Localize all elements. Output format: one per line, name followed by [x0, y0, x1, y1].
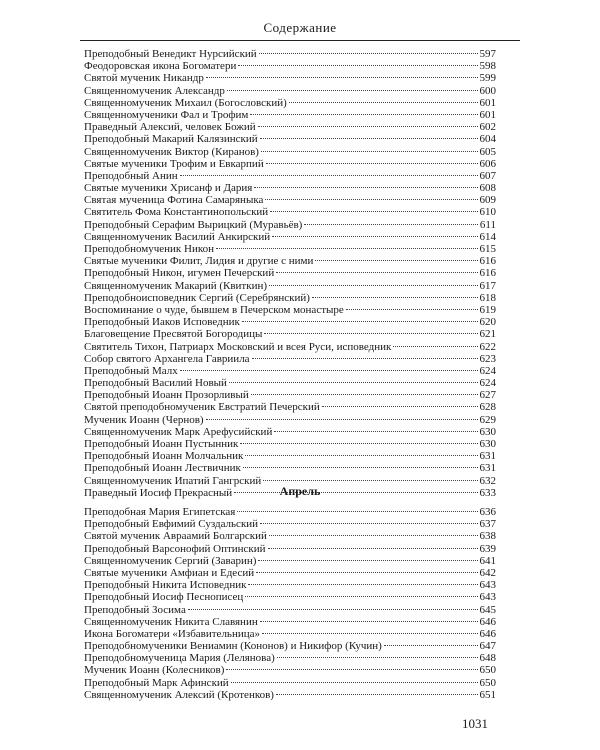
toc-entry	[84, 316, 496, 328]
toc-entry-title: Преподобный Никон, игумен Печерский	[84, 267, 275, 280]
toc-entry	[84, 438, 496, 450]
toc-entry-page: 651	[479, 688, 496, 701]
dot-leader	[227, 90, 478, 91]
dot-leader	[312, 297, 478, 298]
toc-entry	[84, 616, 496, 628]
toc-entry	[84, 365, 496, 377]
toc-entry	[84, 414, 496, 426]
toc-entry	[84, 72, 496, 84]
toc-entry-page: 599	[479, 72, 496, 85]
toc-entry	[84, 109, 496, 121]
toc-entry	[84, 377, 496, 389]
dot-leader	[261, 151, 478, 152]
toc-entry	[84, 530, 496, 542]
toc-entry-title: Преподобный Зосима	[84, 603, 186, 616]
toc-entry-title: Преподобномученики Вениамин (Кононов) и Никифор (Кучин)	[84, 640, 382, 653]
dot-leader	[393, 346, 477, 347]
toc-list-march	[84, 48, 496, 499]
toc-entry-page: 621	[479, 328, 496, 341]
dot-leader	[260, 523, 477, 524]
dot-leader	[264, 333, 477, 334]
toc-entry-page: 623	[479, 352, 496, 365]
toc-entry	[84, 133, 496, 145]
toc-entry	[84, 628, 496, 640]
toc-entry-page: 601	[479, 108, 496, 121]
dot-leader	[276, 694, 478, 695]
dot-leader	[180, 175, 478, 176]
toc-entry-page: 628	[479, 401, 496, 414]
toc-entry-page: 643	[479, 579, 496, 592]
toc-entry-title: Святой преподобномученик Евстратий Печерский	[84, 401, 320, 414]
toc-entry-title: Преподобный Иоанн Молчальник	[84, 450, 244, 463]
toc-entry-title: Святая мученица Фотина Самаряныка	[84, 194, 264, 207]
dot-leader	[270, 211, 477, 212]
toc-entry-title: Преподобный Серафим Вырицкий (Муравьёв)	[84, 218, 303, 231]
toc-entry-title: Праведный Алексий, человек Божий	[84, 121, 256, 134]
toc-entry-page: 615	[479, 243, 496, 255]
toc-entry	[84, 640, 496, 652]
dot-leader	[258, 560, 477, 561]
toc-entry	[84, 280, 496, 292]
page-header-title: Содержание	[263, 20, 337, 35]
toc-entry	[84, 304, 496, 316]
dot-leader	[231, 682, 478, 683]
toc-entry	[84, 689, 496, 701]
toc-entry	[84, 60, 496, 72]
toc-entry	[84, 243, 496, 255]
dot-leader	[242, 321, 478, 322]
dot-leader	[276, 272, 477, 273]
dot-leader	[274, 431, 477, 432]
dot-leader	[188, 609, 478, 610]
toc-entry	[84, 231, 496, 243]
toc-entry	[84, 567, 496, 579]
toc-entry	[84, 353, 496, 365]
toc-entry-page: 631	[479, 462, 496, 475]
toc-entry	[84, 664, 496, 676]
toc-entry-title: Святой мученик Авраамий Болгарский	[84, 530, 267, 543]
dot-leader	[384, 645, 478, 646]
toc-entry	[84, 579, 496, 591]
toc-entry-title: Преподобный Макарий Калязинский	[84, 133, 258, 146]
toc-entry-page: 637	[479, 518, 496, 531]
toc-entry	[84, 48, 496, 60]
dot-leader	[269, 535, 478, 536]
toc-entry-page: 604	[479, 133, 496, 146]
toc-entry-title: Преподобноисповедник Сергий (Серебрянский)	[84, 291, 310, 304]
toc-entry-page: 598	[479, 60, 496, 73]
dot-leader	[206, 77, 478, 78]
dot-leader	[260, 621, 478, 622]
dot-leader	[322, 406, 478, 407]
toc-entry	[84, 121, 496, 133]
toc-entry	[84, 194, 496, 206]
toc-entry-page: 611	[479, 218, 496, 231]
toc-entry-title: Преподобный Иосиф Песнописец	[84, 591, 244, 604]
toc-entry	[84, 267, 496, 279]
dot-leader	[260, 138, 478, 139]
toc-entry	[84, 652, 496, 664]
dot-leader	[346, 309, 478, 310]
toc-entry-page: 643	[479, 591, 496, 604]
dot-leader	[258, 126, 478, 127]
toc-entry	[84, 341, 496, 353]
toc-entry-page: 601	[479, 96, 496, 109]
dot-leader	[250, 114, 477, 115]
toc-entry-page: 631	[479, 450, 496, 463]
toc-entry-title: Святитель Тихон, Патриарх Московский и всея Руси, исповедник	[84, 340, 392, 353]
toc-entry-title: Праведный Иосиф Прекрасный	[84, 486, 233, 499]
toc-entry-page: 648	[479, 652, 496, 665]
dot-leader	[263, 480, 477, 481]
toc-entry-title: Преподобный Анин	[84, 169, 178, 182]
toc-entry-title: Святые мученики Филит, Лидия и другие с ними	[84, 255, 314, 268]
toc-entry-page: 630	[479, 438, 496, 450]
toc-entry-title: Преподобный Варсонофий Оптинский	[84, 542, 266, 555]
toc-entry-title: Собор святого Архангела Гавриила	[84, 352, 250, 365]
toc-entry-page: 650	[479, 664, 496, 677]
toc-entry	[84, 292, 496, 304]
toc-entry-title: Святитель Фома Константинопольский	[84, 206, 269, 219]
toc-entry-title: Священномученик Марк Арефусийский	[84, 425, 273, 438]
toc-entry-title: Преподобномученица Мария (Лелянова)	[84, 652, 275, 665]
toc-entry	[84, 591, 496, 603]
toc-entry-title: Икона Богоматери «Избавительница»	[84, 627, 260, 640]
toc-entry-title: Воспоминание о чуде, бывшем в Печерском монастыре	[84, 303, 344, 316]
toc-entry-page: 602	[479, 121, 496, 134]
toc-entry-page: 616	[479, 267, 496, 280]
toc-list-april	[84, 506, 496, 701]
toc-entry-page: 641	[479, 554, 496, 567]
toc-entry-title: Преподобный Иоанн Прозорливый	[84, 389, 249, 402]
toc-entry-page: 619	[479, 303, 496, 316]
toc-entry-page: 642	[479, 566, 496, 579]
toc-entry-page: 639	[479, 542, 496, 555]
dot-leader	[315, 260, 477, 261]
toc-entry-title: Преподобный Никита Исповедник	[84, 579, 247, 592]
toc-entry	[84, 543, 496, 555]
toc-entry-page: 616	[479, 255, 496, 268]
dot-leader	[237, 511, 477, 512]
header-divider	[80, 40, 520, 41]
dot-leader	[238, 65, 477, 66]
toc-entry-title: Преподобный Иоанн Пустынник	[84, 438, 239, 450]
toc-entry-page: 630	[479, 425, 496, 438]
toc-entry-page: 609	[479, 194, 496, 207]
dot-leader	[251, 394, 478, 395]
toc-entry-page: 646	[479, 627, 496, 640]
toc-entry-title: Святые мученики Амфиан и Едесий	[84, 566, 255, 579]
toc-entry-title: Священномученик Макарий (Квиткин)	[84, 279, 268, 292]
toc-entry	[84, 518, 496, 530]
toc-entry-title: Священномученик Виктор (Киранов)	[84, 145, 259, 158]
toc-entry-page: 607	[479, 169, 496, 182]
toc-entry	[84, 604, 496, 616]
toc-entry-page: 632	[479, 474, 496, 487]
toc-entry	[84, 401, 496, 413]
toc-entry	[84, 146, 496, 158]
toc-entry-title: Священномученик Александр	[84, 84, 225, 97]
dot-leader	[256, 572, 477, 573]
toc-entry-page: 629	[479, 413, 496, 426]
toc-entry-title: Священномученик Ипатий Гангрский	[84, 474, 262, 487]
toc-entry	[84, 85, 496, 97]
dot-leader	[268, 548, 478, 549]
toc-entry-title: Преподобный Иаков Исповедник	[84, 316, 240, 329]
toc-entry-page: 650	[479, 676, 496, 689]
dot-leader	[272, 236, 477, 237]
toc-entry	[84, 506, 496, 518]
toc-entry-page: 636	[479, 506, 496, 518]
dot-leader	[262, 633, 478, 634]
dot-leader	[243, 467, 478, 468]
toc-entry-page: 624	[479, 364, 496, 377]
dot-leader	[304, 224, 478, 225]
toc-entry-page: 627	[479, 389, 496, 402]
toc-entry	[84, 328, 496, 340]
toc-entry-title: Священномученик Сергий (Заварин)	[84, 554, 257, 567]
toc-entry-page: 617	[479, 279, 496, 292]
toc-entry-title: Священномученик Михаил (Богословский)	[84, 96, 287, 109]
toc-entry-title: Преподобный Иоанн Лествичник	[84, 462, 241, 475]
dot-leader	[245, 455, 477, 456]
toc-entry-page: 633	[479, 486, 496, 499]
toc-entry	[84, 389, 496, 401]
toc-entry-page: 620	[479, 316, 496, 329]
dot-leader	[226, 669, 477, 670]
toc-entry-title: Святые мученики Хрисанф и Дария	[84, 182, 253, 195]
toc-entry-title: Благовещение Пресвятой Богородицы	[84, 328, 263, 341]
toc-entry-title: Священномученик Никита Славянин	[84, 615, 258, 628]
dot-leader	[289, 102, 478, 103]
dot-leader	[254, 187, 477, 188]
toc-entry	[84, 182, 496, 194]
dot-leader	[265, 199, 477, 200]
toc-entry-title: Преподобная Мария Египетская	[84, 506, 236, 518]
toc-entry-title: Святой мученик Никандр	[84, 72, 204, 85]
dot-leader	[229, 382, 478, 383]
dot-leader	[248, 584, 477, 585]
toc-entry-page: 624	[479, 377, 496, 390]
toc-entry-title: Мученик Иоанн (Чернов)	[84, 413, 204, 426]
toc-entry-page: 597	[479, 48, 496, 60]
toc-entry	[84, 219, 496, 231]
dot-leader	[245, 596, 477, 597]
toc-entry-page: 605	[479, 145, 496, 158]
toc-entry	[84, 677, 496, 689]
toc-entry-title: Святые мученики Трофим и Евкарпий	[84, 157, 264, 170]
toc-entry	[84, 97, 496, 109]
toc-entry-title: Священномученик Василий Анкирский	[84, 230, 271, 243]
toc-entry	[84, 170, 496, 182]
toc-entry-page: 614	[479, 230, 496, 243]
toc-entry	[84, 206, 496, 218]
toc-entry-title: Феодоровская икона Богоматери	[84, 60, 237, 73]
toc-entry-page: 645	[479, 603, 496, 616]
dot-leader	[252, 358, 478, 359]
dot-leader	[180, 370, 478, 371]
dot-leader	[240, 443, 477, 444]
toc-entry-title: Преподобный Василий Новый	[84, 377, 227, 390]
toc-entry-page: 622	[479, 340, 496, 353]
toc-entry	[84, 450, 496, 462]
dot-leader	[259, 53, 478, 54]
toc-entry	[84, 462, 496, 474]
toc-entry-page: 618	[479, 291, 496, 304]
toc-entry-title: Преподобномученик Никон	[84, 243, 215, 255]
toc-entry-page: 610	[479, 206, 496, 219]
dot-leader	[277, 657, 478, 658]
page-number: 1031	[462, 716, 488, 731]
toc-entry-page: 638	[479, 530, 496, 543]
toc-entry	[84, 158, 496, 170]
toc-entry-page: 600	[479, 84, 496, 97]
dot-leader	[206, 419, 478, 420]
dot-leader	[216, 248, 477, 249]
dot-leader	[269, 285, 477, 286]
toc-entry-page: 606	[479, 157, 496, 170]
toc-entry-page: 647	[479, 640, 496, 653]
toc-entry-title: Преподобный Малх	[84, 364, 178, 377]
section-heading-april: Апрель	[279, 484, 321, 498]
toc-entry	[84, 426, 496, 438]
toc-entry-title: Преподобный Евфимий Суздальский	[84, 518, 259, 531]
toc-entry-page: 608	[479, 182, 496, 195]
toc-entry	[84, 555, 496, 567]
toc-entry-title: Священномученик Алексий (Кротенков)	[84, 688, 274, 701]
toc-entry-title: Мученик Иоанн (Колесников)	[84, 664, 225, 677]
toc-entry-title: Преподобный Венедикт Нурсийский	[84, 48, 257, 60]
toc-entry-title: Преподобный Марк Афинский	[84, 676, 229, 689]
dot-leader	[266, 163, 478, 164]
toc-entry-title: Священномученики Фал и Трофим	[84, 108, 249, 121]
toc-entry	[84, 255, 496, 267]
toc-entry-page: 646	[479, 615, 496, 628]
